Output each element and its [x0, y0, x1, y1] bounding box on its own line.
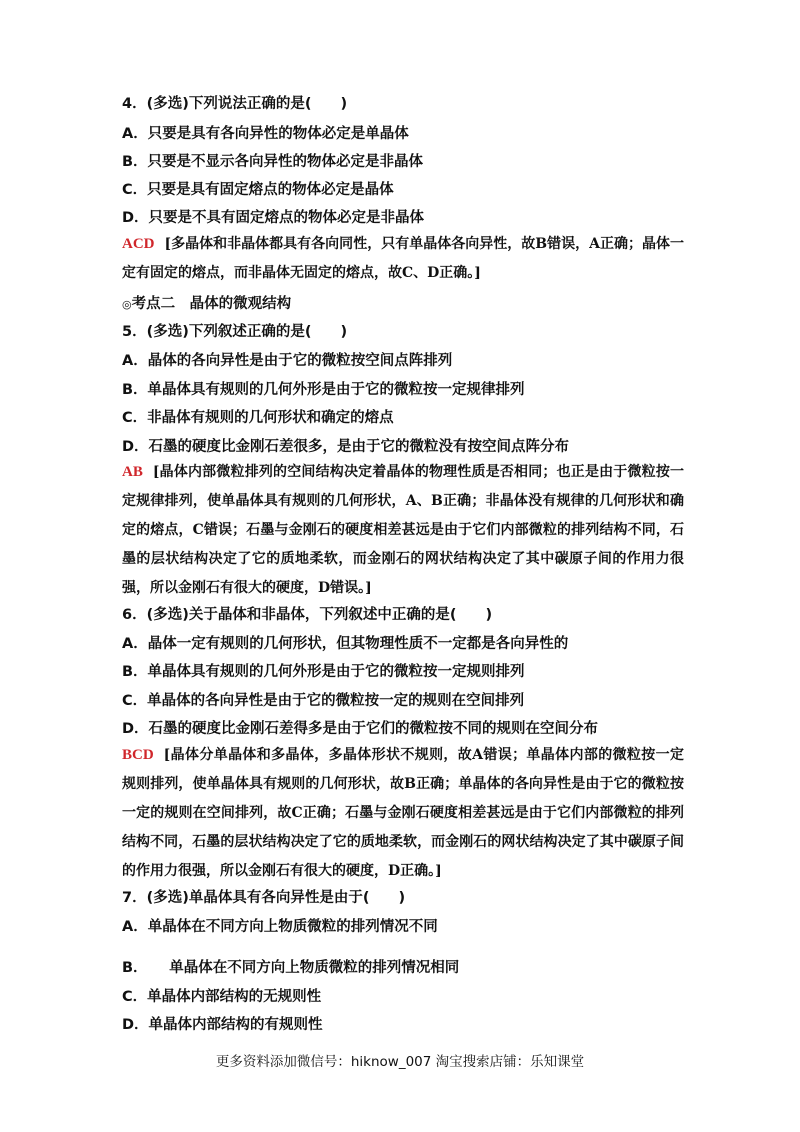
q5-stem: 5．(多选)下列叙述正确的是( ) [122, 324, 348, 340]
q4-stem: 4．(多选)下列说法正确的是( ) [122, 96, 348, 112]
q6-answer [122, 741, 684, 886]
q4-option-c: C．只要是具有固定熔点的物体必定是晶体 [122, 182, 394, 198]
q6-option-a: A．晶体一定有规则的几何形状，但其物理性质不一定都是各向异性的 [122, 636, 569, 652]
q4-option-b: B．只要是不显示各向异性的物体必定是非晶体 [122, 154, 424, 170]
q7-option-a: A．单晶体在不同方向上物质微粒的排列情况不同 [122, 919, 438, 935]
q5-answer-code: AB [122, 464, 143, 480]
q7-stem: 7．(多选)单晶体具有各向异性是由于( ) [122, 890, 406, 906]
q5-option-b: B．单晶体具有规则的几何外形是由于它的微粒按一定规律排列 [122, 382, 525, 398]
q7-option-c: C．单晶体内部结构的无规则性 [122, 989, 322, 1005]
q6-option-b: B．单晶体具有规则的几何外形是由于它的微粒按一定规则排列 [122, 664, 525, 680]
q6-stem: 6．(多选)关于晶体和非晶体，下列叙述中正确的是( ) [122, 607, 493, 623]
q5-option-d: D．石墨的硬度比金刚石差很多，是由于它的微粒没有按空间点阵分布 [122, 439, 570, 455]
section-mark-icon: ◎ [122, 298, 132, 311]
q6-option-d: D．石墨的硬度比金刚石差得多是由于它们的微粒按不同的规则在空间分布 [122, 721, 599, 737]
q7-option-b: B． 单晶体在不同方向上物质微粒的排列情况相同 [122, 960, 460, 976]
section-title: 考点二 晶体的微观结构 [131, 296, 292, 312]
q5-option-a: A．晶体的各向异性是由于它的微粒按空间点阵排列 [122, 353, 453, 369]
q6-answer-code: BCD [122, 747, 154, 763]
q4-answer-text: [多晶体和非晶体都具有各向同性，只有单晶体各向异性，故B错误，A正确；晶体一定有固定的熔点，而非晶体无固定的熔点，故C、D正确。] [122, 236, 684, 281]
page-footer: 更多资料添加微信号：hiknow_007 淘宝搜索店铺：乐知课堂 [215, 1054, 585, 1070]
q6-answer-text: [晶体分单晶体和多晶体，多晶体形状不规则，故A错误；单晶体内部的微粒按一定规则排列，使单晶体具有规则的几何形状，故B正确；单晶体的各向异性是由于它的微粒按一定的规则在空间排列，故C正确；石墨与金刚石硬度相差甚远是由于它们内部微粒的排列结构不同，石墨的层状结构决定了它的质地柔软，而金刚石的网状结构决定了其中碳原子间的作用力很强，所以金刚石有很大的硬度，D正确。] [122, 747, 684, 879]
q4-answer-code: ACD [122, 236, 155, 252]
q4-option-d: D．只要是不具有固定熔点的物体必定是非晶体 [122, 210, 425, 226]
q7-option-d: D．单晶体内部结构的有规则性 [122, 1017, 323, 1033]
q4-answer [122, 230, 684, 288]
q4-option-a: A．只要是具有各向异性的物体必定是单晶体 [122, 126, 409, 142]
q5-option-c: C．非晶体有规则的几何形状和确定的熔点 [122, 410, 394, 426]
q5-answer-text: [晶体内部微粒排列的空间结构决定着晶体的物理性质是否相同；也正是由于微粒按一定规律排列，使单晶体具有规则的几何形状，A、B正确；非晶体没有规律的几何形状和确定的熔点，C错误；石墨与金刚石的硬度相差甚远是由于它们内部微粒的排列结构不同，石墨的层状结构决定了它的质地柔软，而金刚石的网状结构决定了其中碳原子间的作用力很强，所以金刚石有很大的硬度，D错误。] [122, 464, 684, 596]
q6-option-c: C．单晶体的各向异性是由于它的微粒按一定的规则在空间排列 [122, 693, 525, 709]
section-header [122, 294, 682, 315]
q5-answer [122, 458, 684, 603]
